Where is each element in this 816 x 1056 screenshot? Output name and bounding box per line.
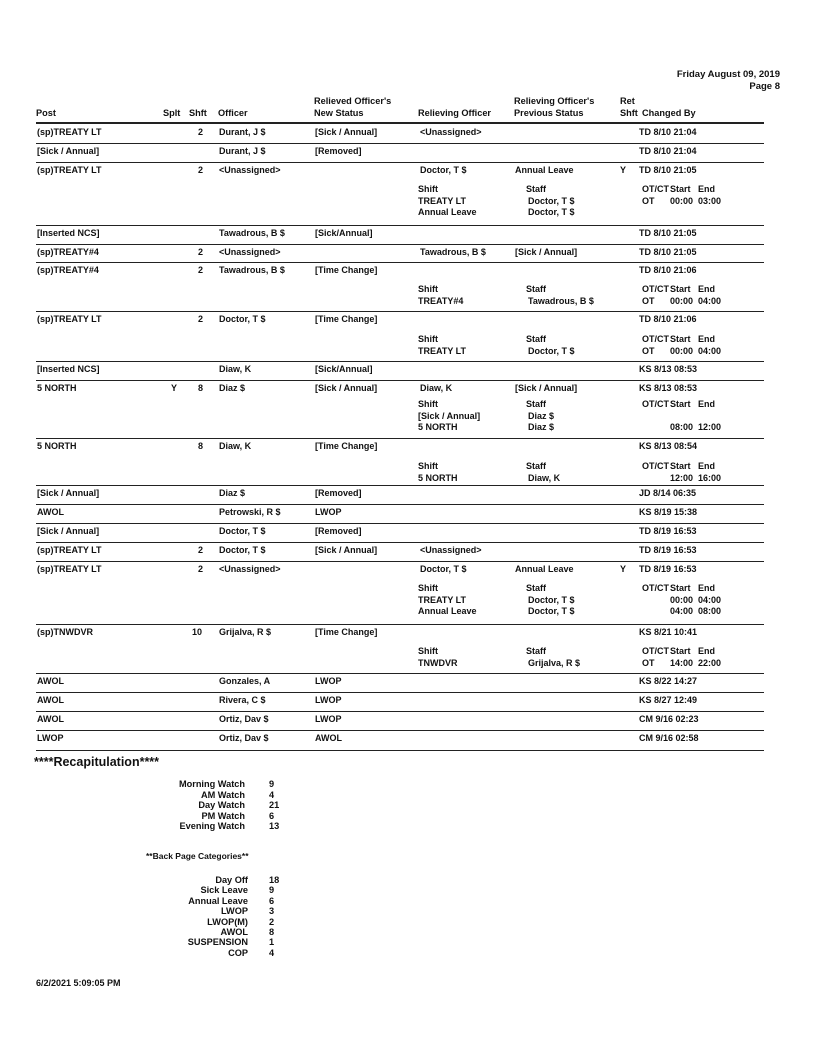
report-date: Friday August 09, 2019	[676, 69, 780, 80]
cell-new-status: [Sick/Annual]	[315, 228, 373, 238]
detail-shift: Annual Leave	[418, 606, 477, 616]
cell-officer: Durant, J $	[219, 127, 266, 137]
col-officer: Officer	[218, 108, 248, 118]
cell-changed-by: TD 8/10 21:04	[639, 127, 697, 137]
cell-relieving-officer: <Unassigned>	[420, 545, 482, 555]
cell-shft: 8	[198, 383, 204, 393]
cell-post: (sp)TREATY#4	[37, 265, 99, 275]
cell-post: AWOL	[37, 676, 64, 686]
detail-staff: Diaz $	[528, 410, 555, 421]
detail-head-staff: Staff	[526, 583, 546, 593]
detail-head-start: Start	[670, 334, 691, 344]
cell-officer: Doctor, T $	[219, 314, 266, 324]
detail-start: 00:00	[670, 345, 694, 356]
detail-head-start: Start	[670, 646, 691, 656]
detail-head-start: Start	[670, 461, 691, 471]
cell-changed-by: KS 8/13 08:54	[639, 441, 698, 451]
detail-head-staff: Staff	[526, 399, 546, 409]
detail-start: 00:00	[670, 594, 694, 605]
cell-relieving-officer: Tawadrous, B $	[420, 247, 486, 257]
detail-shift: TREATY#4	[418, 295, 464, 306]
row-divider	[36, 438, 764, 439]
printed-timestamp: 6/2/2021 5:09:05 PM	[36, 978, 121, 988]
cell-relieving-officer: Doctor, T $	[420, 564, 467, 574]
cell-relieving-officer: Diaw, K	[420, 383, 453, 393]
cell-new-status: [Time Change]	[315, 627, 378, 637]
cell-officer: Doctor, T $	[219, 545, 266, 555]
detail-head-staff: Staff	[526, 461, 546, 471]
detail-end: 22:00	[698, 657, 722, 668]
detail-head-start: Start	[670, 284, 691, 294]
cell-post: (sp)TREATY#4	[37, 247, 99, 257]
cell-officer: Diaw, K	[219, 441, 252, 451]
detail-head-staff: Staff	[526, 184, 546, 194]
cell-post: [Inserted NCS]	[37, 364, 100, 374]
watch-value: 6	[269, 810, 275, 821]
row-divider	[36, 225, 764, 226]
watch-label: Day Watch	[198, 800, 245, 811]
cell-post: (sp)TREATY LT	[37, 165, 102, 175]
cell-previous-status: [Sick / Annual]	[515, 247, 578, 257]
cell-new-status: [Sick / Annual]	[315, 127, 378, 137]
cell-changed-by: TD 8/10 21:06	[639, 265, 697, 275]
col-shft: Shft	[189, 108, 207, 118]
category-label: Sick Leave	[200, 885, 248, 896]
col-relieving-prev-1: Relieving Officer's	[514, 96, 595, 106]
cell-shft: 2	[198, 564, 204, 574]
col-splt: Splt	[163, 108, 181, 118]
cell-changed-by: TD 8/19 16:53	[639, 526, 697, 536]
detail-shift: TREATY LT	[418, 195, 466, 206]
col-relieved-status-1: Relieved Officer's	[314, 96, 392, 106]
cell-officer: <Unassigned>	[219, 165, 281, 175]
detail-shift: 5 NORTH	[418, 422, 458, 432]
row-divider	[36, 485, 764, 486]
detail-head-end: End	[698, 334, 715, 344]
cell-previous-status: [Sick / Annual]	[515, 383, 578, 393]
category-value: 3	[269, 906, 275, 917]
cell-relieving-officer: <Unassigned>	[420, 127, 482, 137]
detail-head-start: Start	[670, 399, 691, 409]
detail-staff: Grijalva, R $	[528, 657, 581, 668]
cell-post: (sp)TREATY LT	[37, 545, 102, 555]
detail-head-shift: Shift	[418, 399, 438, 409]
detail-head-shift: Shift	[418, 646, 438, 656]
cell-new-status: LWOP	[315, 507, 342, 517]
cell-changed-by: TD 8/10 21:06	[639, 314, 697, 324]
category-label: AWOL	[220, 927, 248, 937]
row-divider	[36, 380, 764, 381]
cell-new-status: [Sick / Annual]	[315, 383, 378, 393]
cell-changed-by: CM 9/16 02:23	[639, 714, 699, 724]
row-divider	[36, 542, 764, 543]
category-value: 9	[269, 885, 275, 896]
cell-shft: 2	[198, 127, 204, 137]
cell-post: [Sick / Annual]	[37, 146, 100, 156]
cell-officer: Petrowski, R $	[219, 507, 281, 517]
detail-head-shift: Shift	[418, 284, 438, 294]
detail-head-staff: Staff	[526, 646, 546, 656]
category-value: 18	[269, 875, 280, 885]
detail-staff: Doctor, T $	[528, 207, 575, 217]
cell-new-status: [Time Change]	[315, 314, 378, 324]
cell-shft: 2	[198, 545, 204, 555]
detail-otct: OT	[642, 195, 655, 206]
cell-post: (sp)TREATY LT	[37, 564, 102, 574]
cell-new-status: [Removed]	[315, 488, 362, 498]
detail-head-end: End	[698, 284, 715, 294]
detail-staff: Diaz $	[528, 422, 555, 432]
detail-end: 08:00	[698, 606, 722, 616]
detail-head-otct: OT/CT	[642, 646, 669, 656]
detail-head-end: End	[698, 646, 715, 656]
category-label: LWOP	[220, 906, 248, 917]
detail-head-shift: Shift	[418, 461, 438, 471]
cell-changed-by: KS 8/27 12:49	[639, 695, 698, 705]
cell-ret-shft: Y	[620, 165, 627, 175]
cell-changed-by: KS 8/22 14:27	[639, 676, 698, 686]
col-relieving-officer: Relieving Officer	[418, 108, 492, 118]
cell-changed-by: TD 8/10 21:05	[639, 165, 697, 175]
cell-shft: 8	[198, 441, 204, 451]
cell-new-status: [Removed]	[315, 526, 362, 536]
cell-post: LWOP	[37, 733, 64, 743]
category-value: 8	[269, 927, 275, 937]
detail-head-shift: Shift	[418, 334, 438, 344]
watch-label: PM Watch	[201, 810, 245, 821]
row-divider	[36, 143, 764, 144]
detail-end: 12:00	[698, 422, 722, 432]
detail-shift: TREATY LT	[418, 345, 466, 356]
watch-value: 4	[269, 789, 275, 800]
detail-end: 04:00	[698, 594, 722, 605]
cell-changed-by: TD 8/10 21:05	[639, 247, 697, 257]
cell-changed-by: JD 8/14 06:35	[639, 488, 697, 498]
back-page-title: **Back Page Categories**	[146, 851, 249, 861]
cell-post: [Inserted NCS]	[37, 228, 100, 238]
cell-post: AWOL	[37, 695, 64, 705]
cell-officer: Tawadrous, B $	[219, 228, 285, 238]
cell-shft: 2	[198, 165, 204, 175]
cell-post: 5 NORTH	[37, 441, 77, 451]
cell-officer: Rivera, C $	[219, 695, 266, 705]
detail-staff: Doctor, T $	[528, 345, 575, 356]
detail-head-otct: OT/CT	[642, 284, 669, 294]
cell-shft: 10	[192, 627, 203, 637]
row-divider	[36, 311, 764, 312]
cell-post: (sp)TREATY LT	[37, 314, 102, 324]
detail-shift: TREATY LT	[418, 594, 466, 605]
row-divider	[36, 262, 764, 263]
cell-new-status: [Removed]	[315, 146, 362, 156]
cell-post: AWOL	[37, 507, 64, 517]
detail-head-end: End	[698, 399, 715, 409]
detail-head-otct: OT/CT	[642, 399, 669, 409]
row-divider	[36, 730, 764, 731]
detail-staff: Doctor, T $	[528, 606, 575, 616]
cell-new-status: [Sick/Annual]	[315, 364, 373, 374]
row-divider	[36, 673, 764, 674]
cell-new-status: LWOP	[315, 714, 342, 724]
detail-end: 04:00	[698, 295, 722, 306]
watch-value: 13	[269, 821, 280, 832]
cell-shft: 2	[198, 247, 204, 257]
detail-shift: Annual Leave	[418, 207, 477, 217]
cell-changed-by: KS 8/13 08:53	[639, 383, 698, 393]
cell-post: (sp)TNWDVR	[37, 627, 93, 637]
cell-changed-by: TD 8/10 21:05	[639, 228, 697, 238]
category-value: 6	[269, 895, 275, 906]
row-divider	[36, 244, 764, 245]
cell-officer: Grijalva, R $	[219, 627, 272, 637]
detail-shift: [Sick / Annual]	[418, 410, 481, 421]
detail-head-end: End	[698, 461, 715, 471]
category-value: 1	[269, 937, 275, 948]
detail-staff: Doctor, T $	[528, 195, 575, 206]
cell-relieving-officer: Doctor, T $	[420, 165, 467, 175]
detail-start: 14:00	[670, 657, 694, 668]
header-rule	[36, 122, 764, 124]
col-post: Post	[36, 108, 56, 118]
cell-changed-by: KS 8/13 08:53	[639, 364, 698, 374]
detail-head-otct: OT/CT	[642, 334, 669, 344]
cell-officer: Ortiz, Dav $	[219, 714, 269, 724]
row-divider	[36, 692, 764, 693]
col-relieved-status-2: New Status	[314, 108, 364, 118]
cell-new-status: [Time Change]	[315, 441, 378, 451]
cell-shft: 2	[198, 265, 204, 275]
detail-otct: OT	[642, 295, 655, 306]
recap-title: ****Recapitulation****	[34, 755, 160, 769]
cell-post: [Sick / Annual]	[37, 526, 100, 536]
row-divider	[36, 504, 764, 505]
detail-head-end: End	[698, 583, 715, 593]
col-changed-by: Changed By	[642, 108, 696, 118]
cell-officer: Durant, J $	[219, 146, 266, 156]
watch-label: Evening Watch	[179, 821, 245, 832]
watch-value: 9	[269, 779, 275, 789]
category-label: Day Off	[215, 875, 248, 885]
page-number: Page 8	[749, 81, 780, 92]
detail-start: 04:00	[670, 606, 694, 616]
cell-officer: Diaz $	[219, 383, 246, 393]
detail-staff: Diaw, K	[528, 472, 561, 483]
detail-staff: Doctor, T $	[528, 594, 575, 605]
detail-otct: OT	[642, 345, 655, 356]
row-divider	[36, 750, 764, 751]
cell-post: [Sick / Annual]	[37, 488, 100, 498]
detail-start: 08:00	[670, 422, 694, 432]
cell-changed-by: TD 8/19 16:53	[639, 545, 697, 555]
detail-head-start: Start	[670, 583, 691, 593]
cell-changed-by: KS 8/21 10:41	[639, 627, 698, 637]
category-value: 4	[269, 947, 275, 958]
detail-head-end: End	[698, 184, 715, 194]
detail-head-otct: OT/CT	[642, 461, 669, 471]
cell-post: AWOL	[37, 714, 64, 724]
cell-ret-shft: Y	[620, 564, 627, 574]
detail-end: 16:00	[698, 472, 722, 483]
cell-changed-by: KS 8/19 15:38	[639, 507, 698, 517]
detail-shift: TNWDVR	[418, 657, 458, 668]
detail-head-otct: OT/CT	[642, 184, 669, 194]
cell-post: (sp)TREATY LT	[37, 127, 102, 137]
watch-value: 21	[269, 800, 280, 811]
detail-head-staff: Staff	[526, 334, 546, 344]
detail-head-shift: Shift	[418, 583, 438, 593]
cell-officer: <Unassigned>	[219, 564, 281, 574]
detail-start: 00:00	[670, 195, 694, 206]
detail-head-start: Start	[670, 184, 691, 194]
col-ret-1: Ret	[620, 96, 635, 106]
row-divider	[36, 162, 764, 163]
detail-staff: Tawadrous, B $	[528, 295, 594, 306]
cell-officer: Tawadrous, B $	[219, 265, 285, 275]
watch-label: Morning Watch	[178, 779, 245, 789]
detail-head-staff: Staff	[526, 284, 546, 294]
cell-new-status: [Time Change]	[315, 265, 378, 275]
detail-head-shift: Shift	[418, 184, 438, 194]
category-label: COP	[228, 947, 248, 958]
row-divider	[36, 624, 764, 625]
cell-previous-status: Annual Leave	[515, 564, 574, 574]
row-divider	[36, 361, 764, 362]
category-label: LWOP(M)	[207, 916, 248, 927]
cell-officer: Diaw, K	[219, 364, 252, 374]
row-divider	[36, 523, 764, 524]
detail-end: 03:00	[698, 195, 722, 206]
cell-new-status: AWOL	[315, 733, 342, 743]
cell-changed-by: CM 9/16 02:58	[639, 733, 699, 743]
cell-splt: Y	[171, 383, 178, 393]
detail-otct: OT	[642, 657, 655, 668]
cell-post: 5 NORTH	[37, 383, 77, 393]
detail-start: 00:00	[670, 295, 694, 306]
category-label: Annual Leave	[188, 895, 248, 906]
detail-start: 12:00	[670, 472, 694, 483]
row-divider	[36, 711, 764, 712]
cell-shft: 2	[198, 314, 204, 324]
col-ret-2: Shft	[620, 108, 638, 118]
row-divider	[36, 561, 764, 562]
cell-changed-by: TD 8/10 21:04	[639, 146, 697, 156]
detail-end: 04:00	[698, 345, 722, 356]
cell-new-status: [Sick / Annual]	[315, 545, 378, 555]
cell-officer: Doctor, T $	[219, 526, 266, 536]
cell-officer: Ortiz, Dav $	[219, 733, 269, 743]
category-label: SUSPENSION	[187, 937, 248, 948]
cell-new-status: LWOP	[315, 676, 342, 686]
detail-head-otct: OT/CT	[642, 583, 669, 593]
cell-officer: Gonzales, A	[219, 676, 271, 686]
col-relieving-prev-2: Previous Status	[514, 108, 584, 118]
cell-changed-by: TD 8/19 16:53	[639, 564, 697, 574]
watch-label: AM Watch	[200, 789, 245, 800]
cell-officer: <Unassigned>	[219, 247, 281, 257]
cell-previous-status: Annual Leave	[515, 165, 574, 175]
detail-shift: 5 NORTH	[418, 472, 458, 483]
category-value: 2	[269, 916, 275, 927]
cell-officer: Diaz $	[219, 488, 246, 498]
cell-new-status: LWOP	[315, 695, 342, 705]
